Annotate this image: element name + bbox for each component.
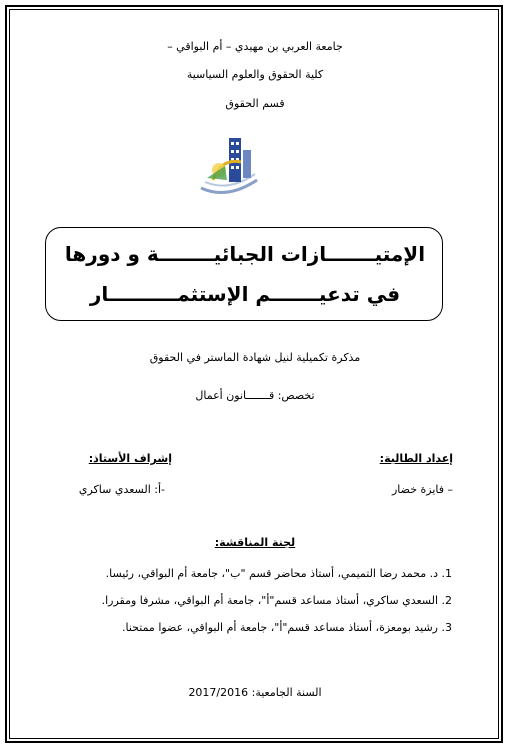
committee-member-2: 2. السعدي ساكري، أستاذ مساعد قسم"أ"، جامعة أم البواقي، مشرفا ومقررا. — [101, 594, 452, 607]
university-logo-icon — [193, 122, 263, 202]
committee-member-1: 1. د. محمد رضا التميمي، أستاذ محاضر قسم "ب"، جامعة أم البواقي، رئيسا. — [105, 567, 452, 580]
specialization: تخصص: قـــــــانون أعمال — [195, 389, 315, 402]
committee-label: لجنة المناقشة: — [214, 536, 296, 549]
supervisor-label: إشراف الأستاذ: — [88, 452, 172, 465]
thesis-title-line-1: الإمتيـــــــازات الجبائيــــــــة و دورها — [64, 242, 426, 266]
student-label: إعداد الطالبة: — [379, 452, 453, 465]
academic-year: السنة الجامعية: 2017/2016 — [188, 686, 322, 699]
department-name: قسم الحقوق — [225, 97, 285, 110]
university-name: جامعة العربي بن مهيدي – أم البواقي – — [167, 40, 343, 53]
supervisor-name: -أ: السعدي ساكري — [78, 483, 165, 496]
thesis-title-line-2: في تدعيـــــــم الإستثمــــــــــار — [89, 282, 401, 306]
faculty-name: كلية الحقوق والعلوم السياسية — [186, 68, 324, 81]
thesis-title-box — [45, 227, 443, 321]
thesis-note: مذكرة تكميلية لنيل شهادة الماستر في الحقوق — [149, 351, 361, 364]
student-name: – فايزة خضار — [392, 483, 453, 496]
committee-member-3: 3. رشيد بومعزة، أستاذ مساعد قسم"أ"، جامعة أم البواقي، عضوا ممتحنا. — [121, 621, 452, 634]
